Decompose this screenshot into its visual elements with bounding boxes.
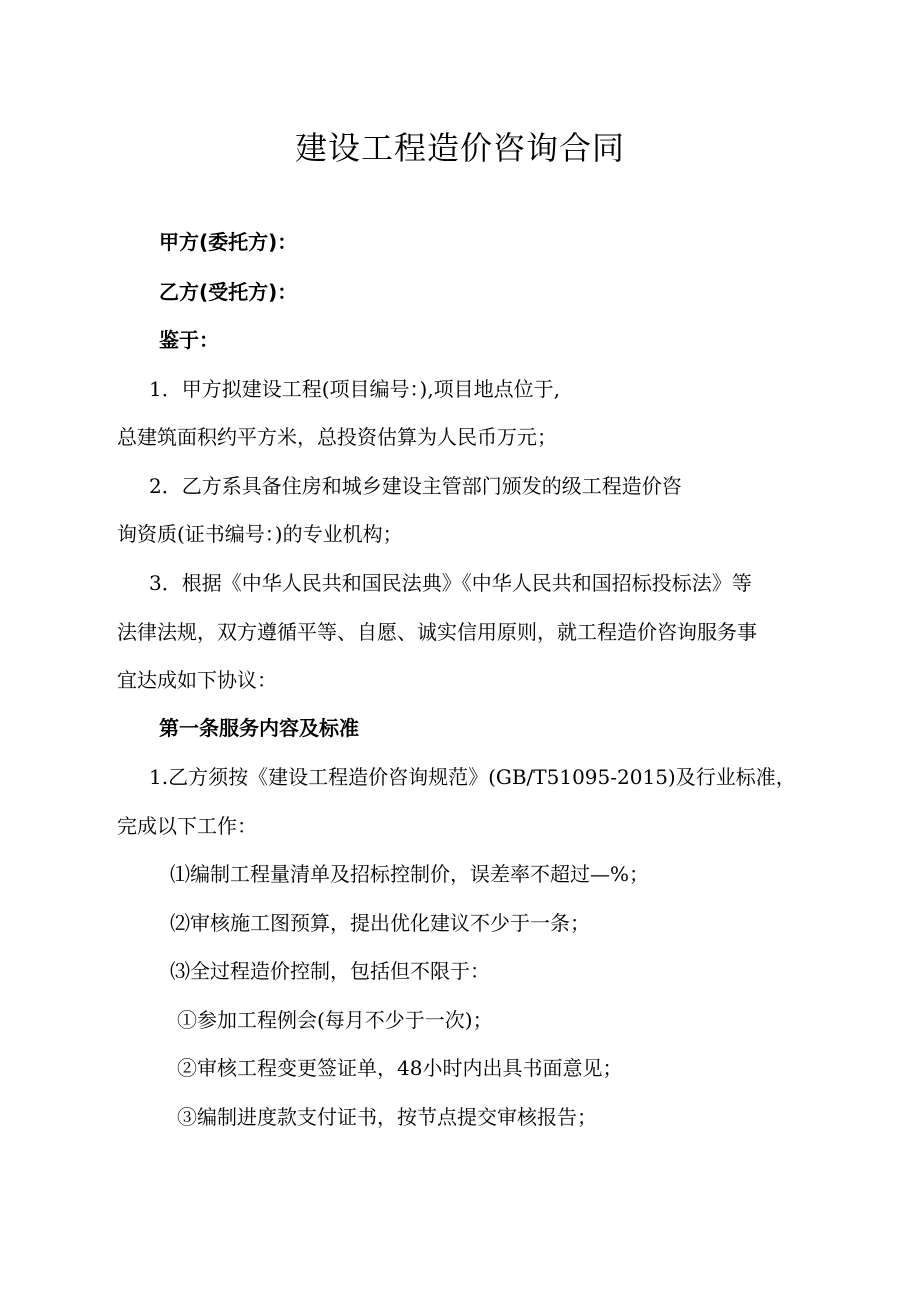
recital-2-line-2: 询资质(证书编号：)的专业机构； (117, 522, 403, 546)
document-title: 建设工程造价咨询合同 (294, 129, 625, 167)
recital-2-line-1: 2．乙方系具备住房和城乡建设主管部门颁发的级工程造价咨 (149, 474, 682, 498)
party-a-label: 甲方(委托方)： (159, 230, 298, 254)
service-subitem-3: ③编制进度款支付证书，按节点提交审核报告； (177, 1105, 597, 1129)
service-subitem-1: ①参加工程例会(每月不少于一次)； (177, 1008, 493, 1032)
service-item-2: ⑵审核施工图预算，提出优化建议不少于一条； (170, 911, 590, 935)
whereas-label: 鉴于： (159, 328, 219, 352)
service-item-3: ⑶全过程造价控制，包括但不限于： (170, 959, 490, 983)
service-subitem-2: ②审核工程变更签证单，48小时内出具书面意见； (177, 1056, 623, 1080)
recital-1-line-2: 总建筑面积约平方米，总投资估算为人民币万元； (117, 425, 557, 449)
recital-3-line-2: 法律法规，双方遵循平等、自愿、诚实信用原则，就工程造价咨询服务事 (117, 620, 757, 644)
recital-3-line-1: 3．根据《中华人民共和国民法典》《中华人民共和国招标投标法》等 (149, 571, 752, 595)
party-b-label: 乙方(受托方)： (159, 280, 298, 304)
recital-3-line-3: 宜达成如下协议： (117, 668, 277, 692)
article-1-clause-1-line-2: 完成以下工作： (117, 814, 257, 838)
service-item-1: ⑴编制工程量清单及招标控制价，误差率不超过—%； (170, 862, 650, 886)
recital-1-line-1: 1．甲方拟建设工程(项目编号：),项目地点位于, (149, 377, 561, 401)
article-1-heading: 第一条服务内容及标准 (159, 716, 359, 740)
article-1-clause-1-line-1: 1.乙方须按《建设工程造价咨询规范》(GB/T51095-2015)及行业标准， (149, 765, 796, 789)
